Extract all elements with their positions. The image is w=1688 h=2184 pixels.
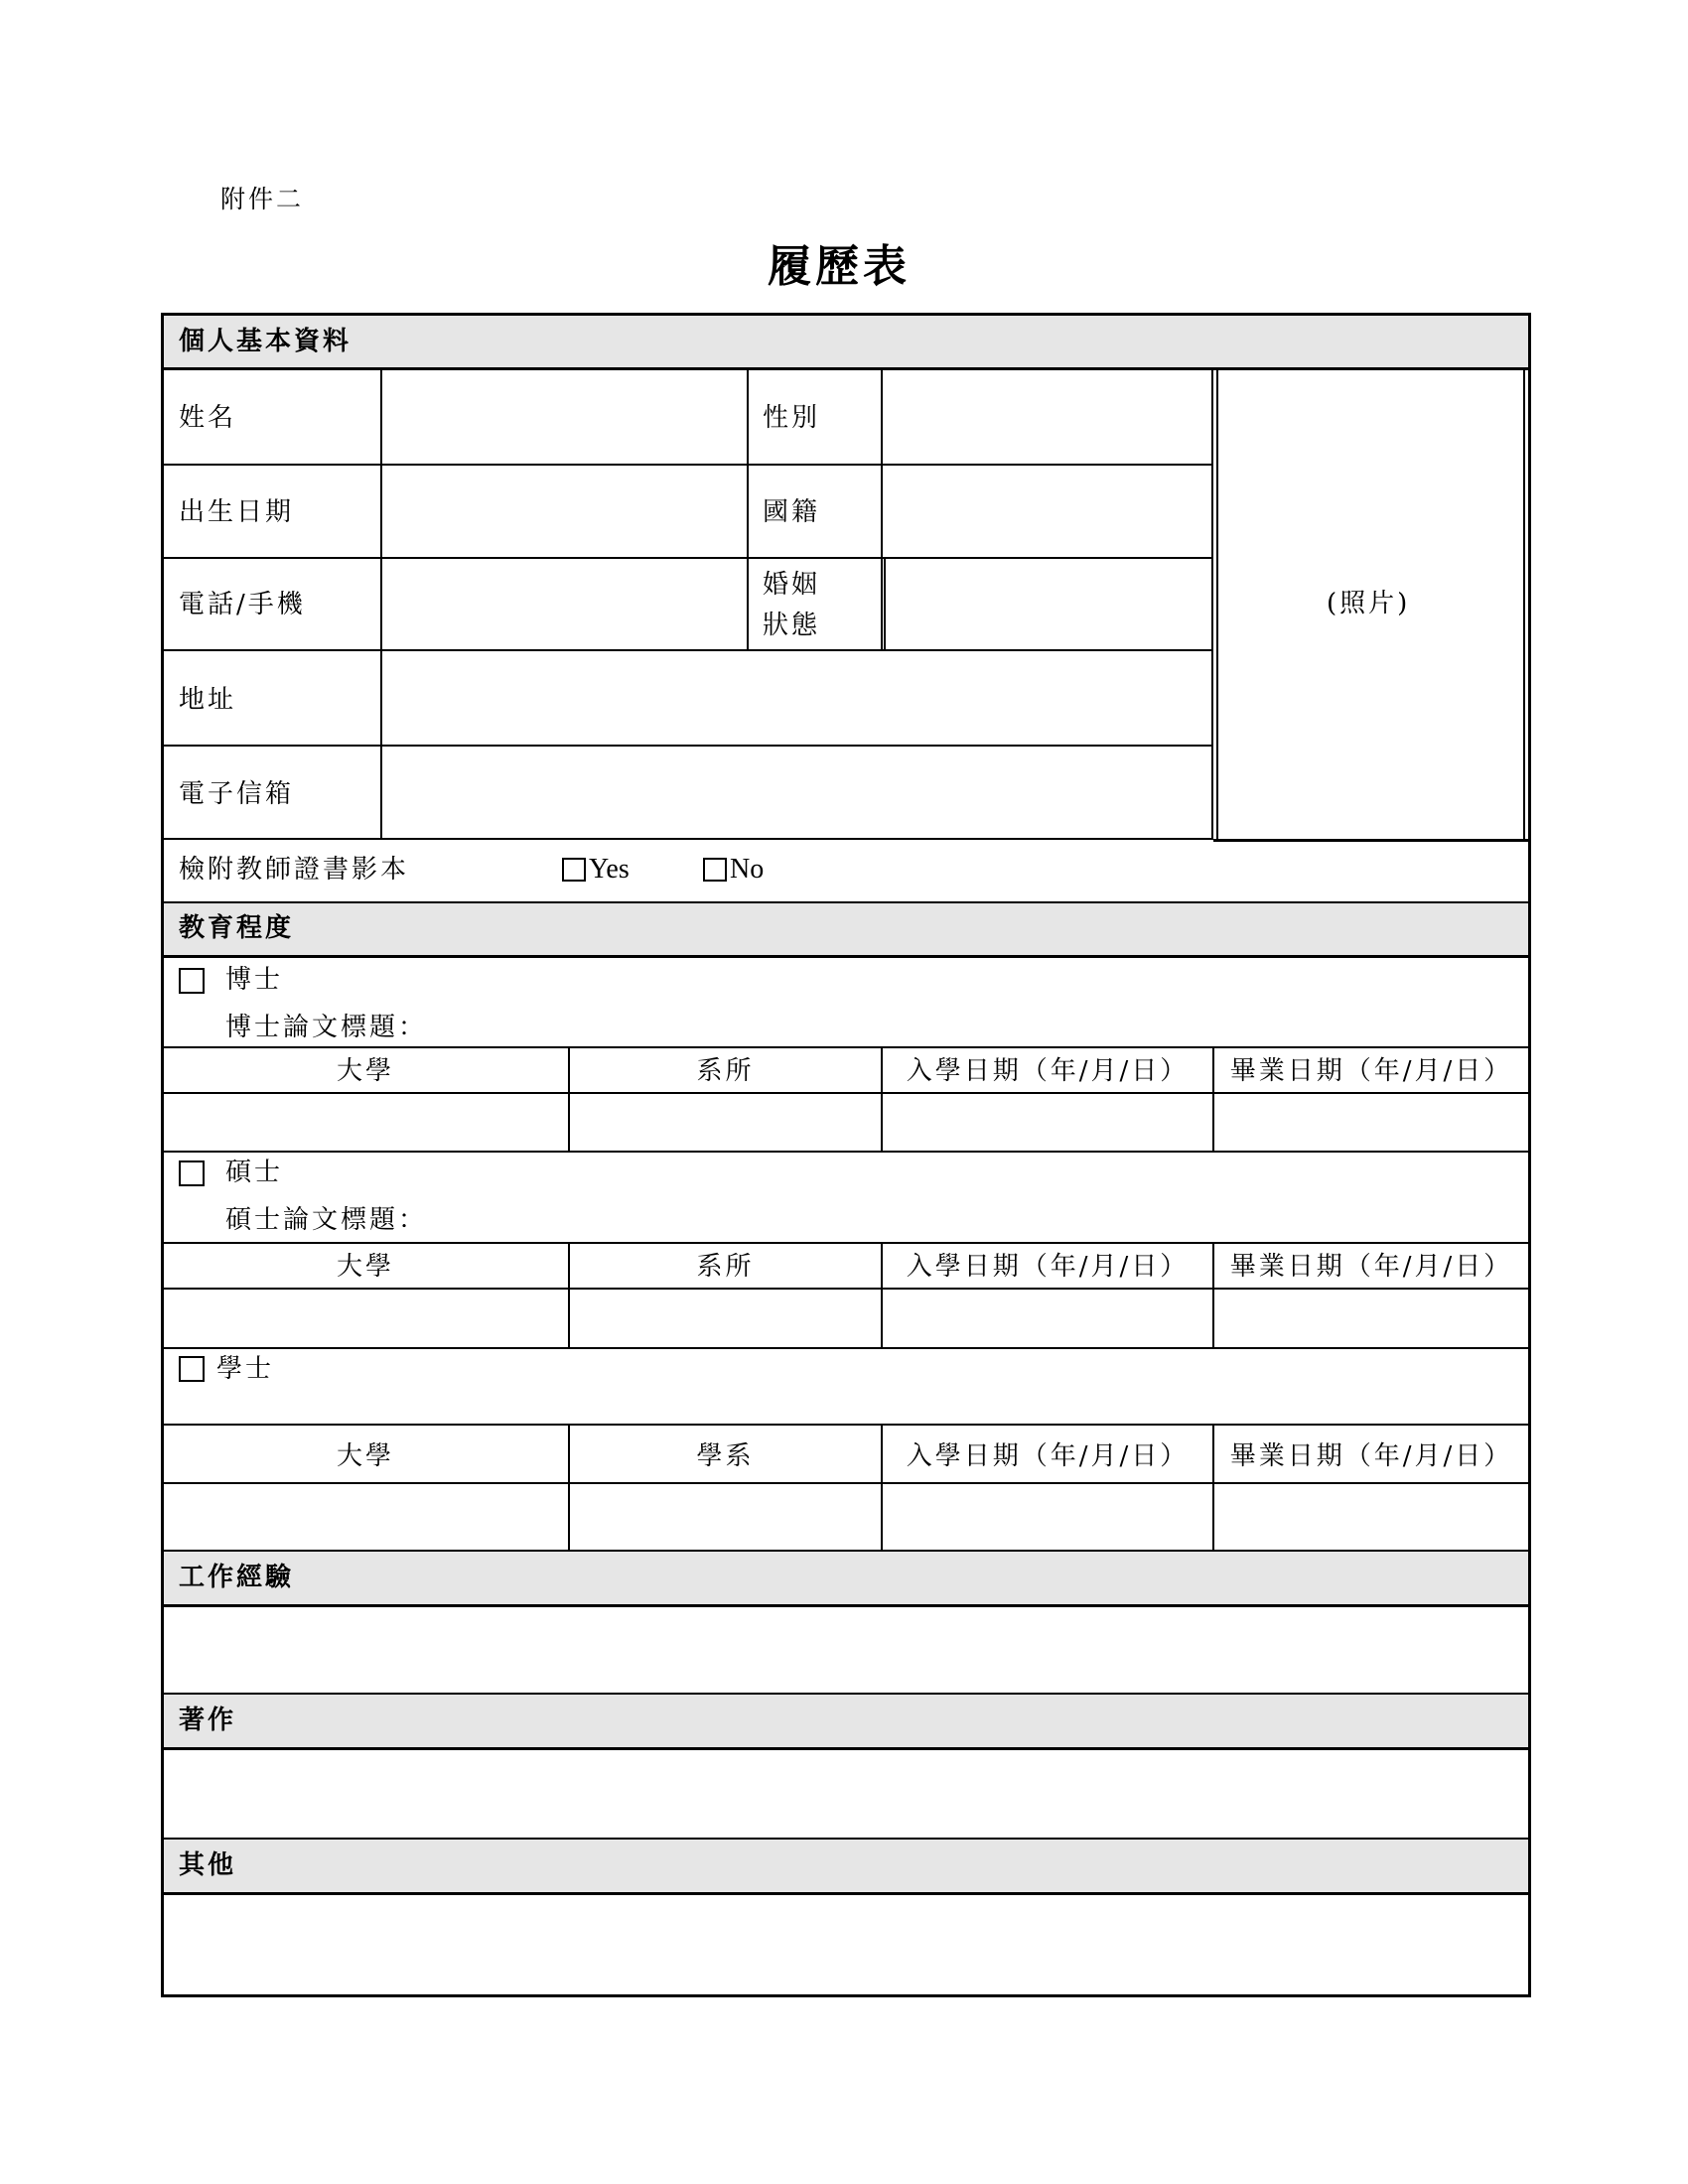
certificate-no-checkbox[interactable] <box>703 858 727 882</box>
certificate-no-label: No <box>730 854 765 885</box>
grid-line <box>163 1046 1529 1048</box>
publications-field[interactable] <box>165 1751 1527 1837</box>
divider-thick <box>163 1747 1529 1750</box>
gender-field[interactable] <box>885 372 1209 462</box>
masters-col-department: 系所 <box>696 1252 755 1282</box>
phone-label: 電話/手機 <box>179 590 306 619</box>
grid-line <box>881 370 883 650</box>
phd-thesis-title-field[interactable] <box>437 1007 1519 1044</box>
divider-thick <box>163 901 1529 903</box>
phd-label: 博士 <box>225 965 284 995</box>
bachelor-col-department: 學系 <box>696 1441 755 1471</box>
section-title-publications: 著作 <box>179 1706 237 1735</box>
certificate-copy-label: 檢附教師證書影本 <box>179 855 410 885</box>
address-label: 地址 <box>179 685 237 715</box>
birth-date-label: 出生日期 <box>179 497 295 527</box>
phd-university-field[interactable] <box>165 1095 567 1150</box>
grid-line <box>380 370 382 840</box>
grid-line <box>163 1288 1529 1290</box>
email-label: 電子信箱 <box>179 779 295 809</box>
grid-line <box>163 464 1213 466</box>
grid-line <box>163 1242 1529 1244</box>
other-field[interactable] <box>165 1896 1527 1993</box>
grid-line <box>747 370 749 650</box>
phd-department-field[interactable] <box>571 1095 880 1150</box>
phd-col-department: 系所 <box>696 1056 755 1086</box>
photo-placeholder-label: (照片) <box>1327 589 1411 618</box>
photo-upload-area[interactable] <box>1220 372 1521 837</box>
divider-thick <box>163 955 1529 958</box>
outer-border-bottom <box>161 1994 1531 1997</box>
grid-line <box>163 838 1213 840</box>
masters-thesis-title-label: 碩士論文標題： <box>225 1205 428 1235</box>
masters-col-start-date: 入學日期（年/月/日） <box>906 1252 1190 1282</box>
grid-line <box>163 1482 1529 1484</box>
masters-university-field[interactable] <box>165 1291 567 1346</box>
bachelor-col-university: 大學 <box>336 1441 394 1471</box>
divider-thick <box>163 1838 1529 1840</box>
section-header-publications-bg <box>163 1695 1529 1748</box>
phd-col-start-date: 入學日期（年/月/日） <box>906 1056 1190 1086</box>
grid-line <box>163 1092 1529 1094</box>
masters-thesis-title-field[interactable] <box>437 1199 1519 1239</box>
bachelor-label: 學士 <box>216 1354 275 1384</box>
masters-end-date-field[interactable] <box>1215 1291 1527 1346</box>
divider-thick <box>163 1550 1529 1552</box>
phd-col-university: 大學 <box>336 1056 394 1086</box>
gender-label: 性別 <box>763 403 821 433</box>
divider-thick <box>163 1892 1529 1895</box>
section-title-work: 工作經驗 <box>179 1563 295 1592</box>
grid-line <box>1211 370 1213 840</box>
outer-border-left <box>161 313 164 1997</box>
phd-end-date-field[interactable] <box>1215 1095 1527 1150</box>
bachelor-checkbox[interactable] <box>179 1356 205 1382</box>
photo-box-border <box>1523 370 1525 842</box>
name-field[interactable] <box>384 372 745 462</box>
work-experience-field[interactable] <box>165 1608 1527 1692</box>
masters-checkbox[interactable] <box>179 1160 205 1186</box>
grid-line <box>163 745 1213 747</box>
name-label: 姓名 <box>179 403 237 433</box>
phd-start-date-field[interactable] <box>884 1095 1211 1150</box>
birth-date-field[interactable] <box>384 468 745 555</box>
grid-line <box>163 1347 1529 1349</box>
section-title-personal: 個人基本資料 <box>179 327 352 356</box>
grid-line <box>884 557 886 650</box>
certificate-yes-label: Yes <box>589 854 630 885</box>
section-title-education: 教育程度 <box>179 913 295 943</box>
divider-thick <box>163 367 1529 370</box>
masters-start-date-field[interactable] <box>884 1291 1211 1346</box>
certificate-yes-checkbox[interactable] <box>562 858 586 882</box>
section-header-other-bg <box>163 1840 1529 1893</box>
photo-box-border <box>1213 839 1529 842</box>
nationality-label: 國籍 <box>763 497 821 527</box>
divider-thick <box>163 1604 1529 1607</box>
section-header-personal-bg <box>163 315 1529 368</box>
section-header-work-bg <box>163 1552 1529 1605</box>
phd-col-end-date: 畢業日期（年/月/日） <box>1229 1056 1513 1086</box>
masters-department-field[interactable] <box>571 1291 880 1346</box>
page-title: 履歷表 <box>768 241 911 292</box>
divider-thick <box>163 1693 1529 1695</box>
bachelor-col-end-date: 畢業日期（年/月/日） <box>1229 1441 1513 1471</box>
marital-status-label: 婚姻 <box>763 570 821 600</box>
masters-col-end-date: 畢業日期（年/月/日） <box>1229 1252 1513 1282</box>
bachelor-col-start-date: 入學日期（年/月/日） <box>906 1441 1190 1471</box>
grid-line <box>163 1424 1529 1426</box>
outer-border-top <box>161 313 1531 316</box>
section-title-other: 其他 <box>179 1850 237 1880</box>
phd-checkbox[interactable] <box>179 968 205 994</box>
section-header-education-bg <box>163 902 1529 956</box>
nationality-field[interactable] <box>885 468 1209 555</box>
masters-col-university: 大學 <box>336 1252 394 1282</box>
bachelor-department-field[interactable] <box>571 1485 880 1549</box>
outer-border-right <box>1528 313 1531 1997</box>
marital-status-field[interactable] <box>888 561 1209 647</box>
phd-thesis-title-label: 博士論文標題： <box>225 1013 428 1042</box>
grid-line <box>163 649 1213 651</box>
bachelor-start-date-field[interactable] <box>884 1485 1211 1549</box>
address-field[interactable] <box>384 653 1209 743</box>
masters-label: 碩士 <box>225 1158 284 1187</box>
bachelor-university-field[interactable] <box>165 1485 567 1549</box>
grid-line <box>163 557 1213 559</box>
marital-status-label: 狀態 <box>763 611 821 640</box>
bachelor-end-date-field[interactable] <box>1215 1485 1527 1549</box>
photo-box-border <box>1216 370 1218 842</box>
grid-line <box>163 1151 1529 1153</box>
phone-field[interactable] <box>384 561 745 647</box>
attachment-label: 附件二 <box>220 185 305 213</box>
email-field[interactable] <box>384 749 1209 836</box>
